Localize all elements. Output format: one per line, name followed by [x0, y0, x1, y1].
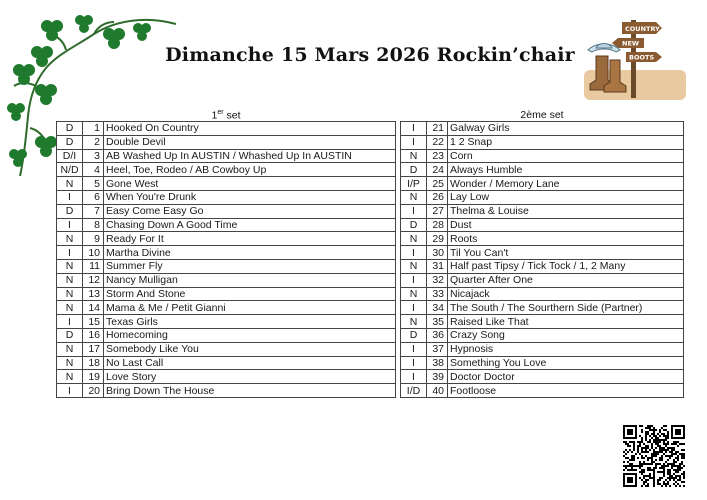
song-row [57, 273, 396, 287]
song-row [57, 232, 396, 246]
song-title: Nicajack [448, 287, 684, 301]
song-number: 39 [427, 370, 448, 384]
dance-level: I [401, 342, 427, 356]
song-title: Lay Low [448, 190, 684, 204]
song-number: 30 [427, 246, 448, 260]
song-number: 2 [83, 135, 104, 149]
song-row [401, 356, 684, 370]
cowboy-boots-signpost-icon [582, 14, 688, 102]
song-title: Wonder / Memory Lane [448, 177, 684, 191]
song-title: Footloose [448, 384, 684, 398]
song-title: AB Washed Up In AUSTIN / Whashed Up In AUSTIN [104, 149, 396, 163]
dance-level: I [57, 218, 83, 232]
song-number: 26 [427, 190, 448, 204]
song-title: Raised Like That [448, 315, 684, 329]
dance-level: D/I [57, 149, 83, 163]
song-number: 27 [427, 204, 448, 218]
song-number: 21 [427, 122, 448, 136]
song-title: Doctor Doctor [448, 370, 684, 384]
song-row [57, 315, 396, 329]
set-1-label-word: set [223, 109, 241, 122]
song-row [401, 384, 684, 398]
song-row [401, 177, 684, 191]
song-number: 11 [83, 259, 104, 273]
song-row [57, 287, 396, 301]
song-row [57, 301, 396, 315]
song-title: Galway Girls [448, 122, 684, 136]
dance-level: D [401, 328, 427, 342]
song-number: 6 [83, 190, 104, 204]
song-row [57, 259, 396, 273]
dance-level: I [401, 356, 427, 370]
song-row [57, 218, 396, 232]
song-number: 10 [83, 246, 104, 260]
song-title: Til You Can't [448, 246, 684, 260]
song-number: 4 [83, 163, 104, 177]
song-title: Quarter After One [448, 273, 684, 287]
song-title: Hooked On Country [104, 122, 396, 136]
song-row [57, 135, 396, 149]
song-title: Storm And Stone [104, 287, 396, 301]
song-number: 25 [427, 177, 448, 191]
song-title: Love Story [104, 370, 396, 384]
song-title: Texas Girls [104, 315, 396, 329]
dance-level: I [57, 315, 83, 329]
set-1-table [56, 121, 396, 398]
song-title: Somebody Like You [104, 342, 396, 356]
song-number: 35 [427, 315, 448, 329]
dance-level: N [57, 259, 83, 273]
song-row [57, 149, 396, 163]
dance-level: N [401, 232, 427, 246]
sign-boots: BOOTS [629, 53, 655, 62]
song-number: 19 [83, 370, 104, 384]
song-number: 18 [83, 356, 104, 370]
song-number: 38 [427, 356, 448, 370]
song-title: Nancy Mulligan [104, 273, 396, 287]
song-row [401, 218, 684, 232]
song-number: 1 [83, 122, 104, 136]
song-row [401, 122, 684, 136]
song-number: 12 [83, 273, 104, 287]
page-title: Dimanche 15 Mars 2026 Rockin’chair [165, 44, 575, 66]
dance-level: N [57, 287, 83, 301]
dance-level: I [401, 273, 427, 287]
song-row [57, 370, 396, 384]
song-row [57, 190, 396, 204]
song-title: Gone West [104, 177, 396, 191]
song-title: Always Humble [448, 163, 684, 177]
song-title: Thelma & Louise [448, 204, 684, 218]
song-title: Double Devil [104, 135, 396, 149]
song-row [401, 232, 684, 246]
song-row [57, 342, 396, 356]
song-row [57, 122, 396, 136]
dance-level: N [57, 370, 83, 384]
song-row [401, 315, 684, 329]
song-row [401, 246, 684, 260]
song-number: 33 [427, 287, 448, 301]
dance-level: N [57, 273, 83, 287]
dance-level: I [57, 190, 83, 204]
song-number: 22 [427, 135, 448, 149]
dance-level: N [401, 315, 427, 329]
song-row [401, 149, 684, 163]
song-title: Mama & Me / Petit Gianni [104, 301, 396, 315]
song-row [57, 246, 396, 260]
song-number: 17 [83, 342, 104, 356]
song-number: 36 [427, 328, 448, 342]
song-number: 37 [427, 342, 448, 356]
song-number: 31 [427, 259, 448, 273]
song-title: No Last Call [104, 356, 396, 370]
song-number: 7 [83, 204, 104, 218]
song-row [401, 273, 684, 287]
song-title: Homecoming [104, 328, 396, 342]
dance-level: N [401, 287, 427, 301]
song-number: 40 [427, 384, 448, 398]
song-title: When You're Drunk [104, 190, 396, 204]
song-title: Dust [448, 218, 684, 232]
song-row [401, 204, 684, 218]
song-number: 32 [427, 273, 448, 287]
set-2-table [400, 121, 684, 398]
dance-level: I [401, 135, 427, 149]
dance-level: D [401, 163, 427, 177]
song-row [401, 190, 684, 204]
dance-level: N [401, 190, 427, 204]
dance-level: D [57, 122, 83, 136]
set-1-label-suffix: er [217, 109, 224, 116]
song-row [57, 384, 396, 398]
dance-level: D [57, 204, 83, 218]
song-title: Ready For It [104, 232, 396, 246]
dance-level: I [57, 384, 83, 398]
song-number: 14 [83, 301, 104, 315]
song-title: Bring Down The House [104, 384, 396, 398]
song-number: 16 [83, 328, 104, 342]
song-title: 1 2 Snap [448, 135, 684, 149]
song-row [401, 135, 684, 149]
dance-level: N [57, 301, 83, 315]
song-number: 15 [83, 315, 104, 329]
dance-level: N [57, 342, 83, 356]
dance-level: I [401, 301, 427, 315]
set-2-heading: 2ème set [520, 109, 564, 121]
song-row [401, 287, 684, 301]
sign-new: NEW [622, 39, 640, 48]
song-title: Something You Love [448, 356, 684, 370]
dance-level: I [401, 370, 427, 384]
song-title: Corn [448, 149, 684, 163]
song-number: 13 [83, 287, 104, 301]
dance-level: D [57, 135, 83, 149]
song-number: 34 [427, 301, 448, 315]
song-title: Roots [448, 232, 684, 246]
song-row [401, 328, 684, 342]
song-number: 23 [427, 149, 448, 163]
song-title: Heel, Toe, Rodeo / AB Cowboy Up [104, 163, 396, 177]
song-row [57, 204, 396, 218]
qr-code-icon[interactable] [623, 425, 685, 487]
song-row [401, 163, 684, 177]
sign-country: COUNTRY [625, 25, 660, 33]
song-row [401, 342, 684, 356]
song-row [401, 259, 684, 273]
song-title: Chasing Down A Good Time [104, 218, 396, 232]
song-row [401, 301, 684, 315]
dance-level: I [57, 246, 83, 260]
dance-level: D [57, 328, 83, 342]
dance-level: I/D [401, 384, 427, 398]
song-title: Hypnosis [448, 342, 684, 356]
song-number: 8 [83, 218, 104, 232]
song-number: 29 [427, 232, 448, 246]
dance-level: N [401, 259, 427, 273]
dance-level: I [401, 204, 427, 218]
dance-level: I/P [401, 177, 427, 191]
song-number: 5 [83, 177, 104, 191]
dance-level: N [401, 149, 427, 163]
song-number: 3 [83, 149, 104, 163]
dance-level: N [57, 232, 83, 246]
song-title: Half past Tipsy / Tick Tock / 1, 2 Many [448, 259, 684, 273]
song-row [57, 328, 396, 342]
song-title: Easy Come Easy Go [104, 204, 396, 218]
song-row [57, 163, 396, 177]
dance-level: D [401, 218, 427, 232]
dance-level: N [57, 177, 83, 191]
dance-level: N [57, 356, 83, 370]
dance-level: I [401, 246, 427, 260]
song-number: 20 [83, 384, 104, 398]
song-number: 24 [427, 163, 448, 177]
dance-level: I [401, 122, 427, 136]
song-number: 28 [427, 218, 448, 232]
song-row [57, 177, 396, 191]
set-1-heading [56, 109, 396, 122]
song-row [57, 356, 396, 370]
song-row [401, 370, 684, 384]
song-title: The South / The Sourthern Side (Partner) [448, 301, 684, 315]
song-title: Martha Divine [104, 246, 396, 260]
song-number: 9 [83, 232, 104, 246]
song-title: Summer Fly [104, 259, 396, 273]
set-1-label-number: 1 [211, 109, 218, 122]
dance-level: N/D [57, 163, 83, 177]
song-title: Crazy Song [448, 328, 684, 342]
